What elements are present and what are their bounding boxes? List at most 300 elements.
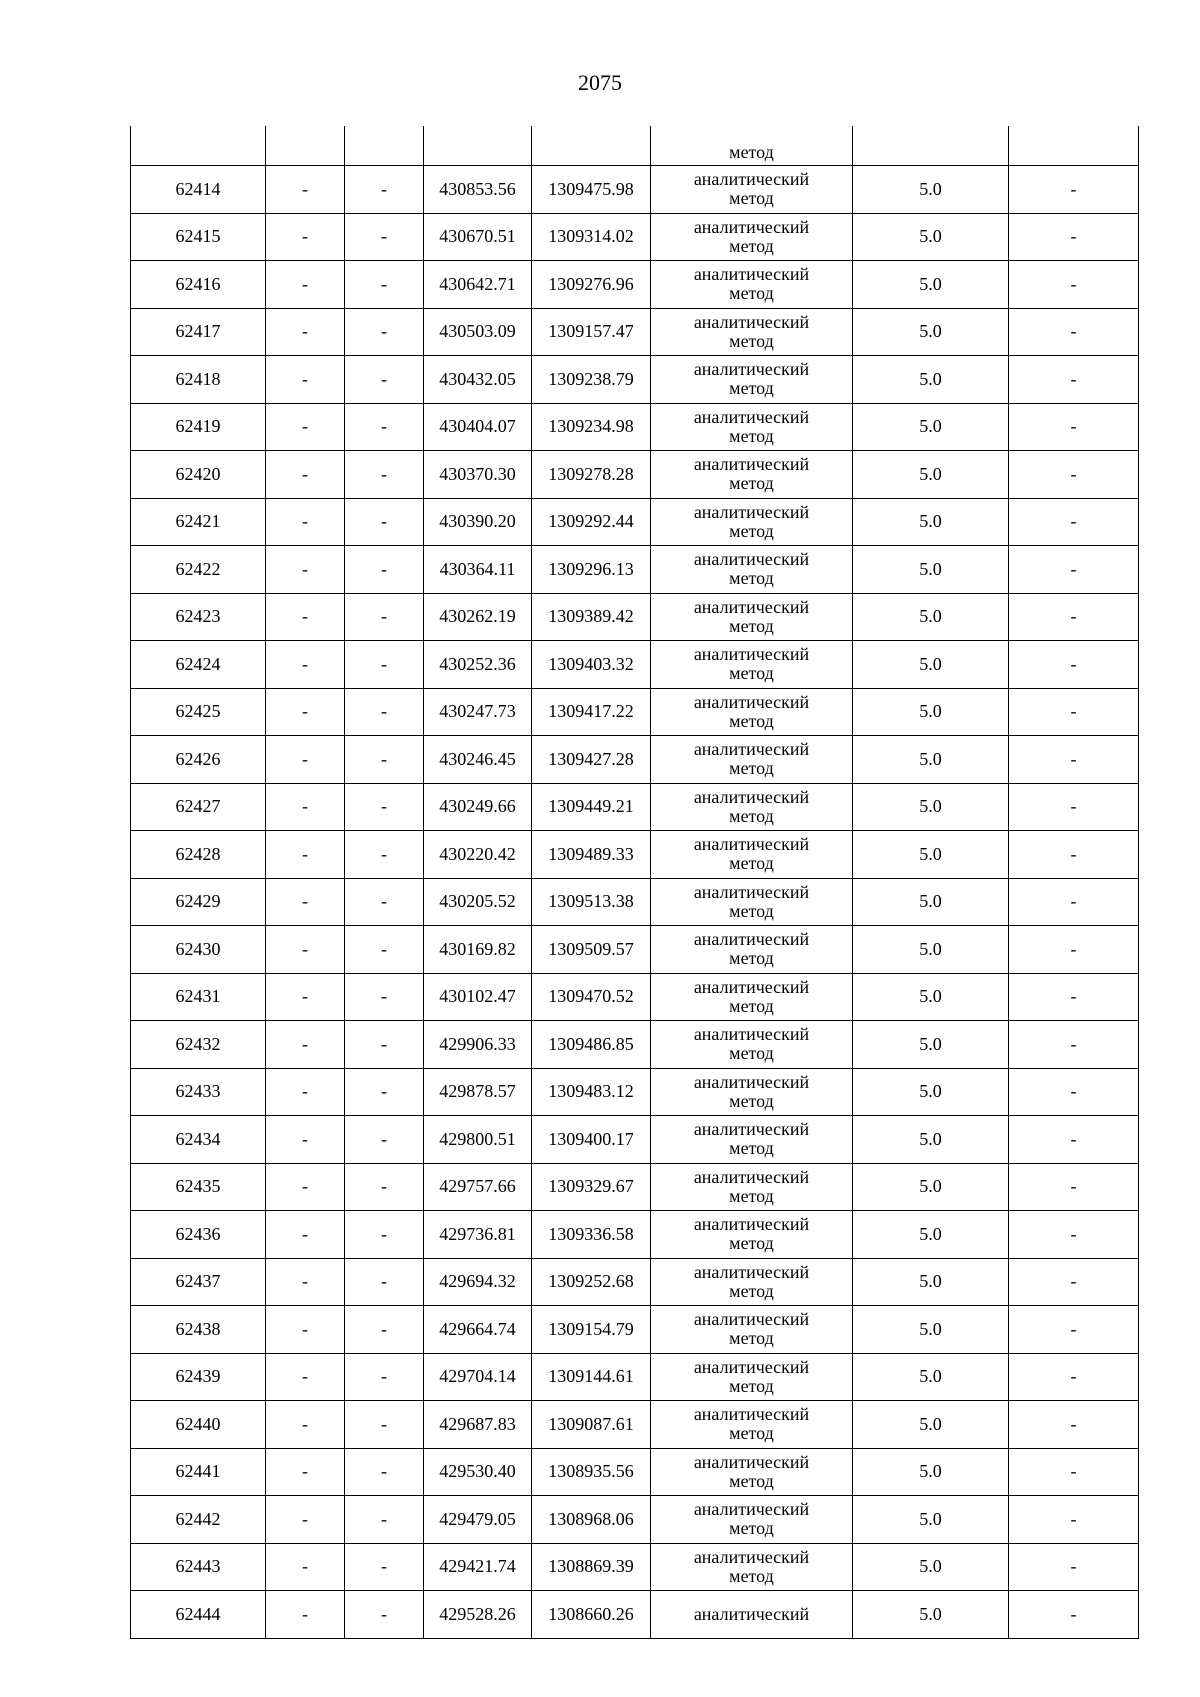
cell-col2: -: [266, 498, 345, 546]
cell-point-id: 62417: [131, 308, 266, 356]
cell-accuracy: 5.0: [853, 261, 1009, 309]
method-line-2: метод: [729, 1090, 774, 1111]
table-row: [131, 356, 1139, 404]
method-line-2: метод: [729, 1565, 774, 1586]
method-line-1: аналитический: [693, 1356, 810, 1377]
cell-y: 1309234.98: [532, 403, 651, 451]
cell-col3: -: [345, 926, 424, 974]
cell-y: 1309276.96: [532, 261, 651, 309]
method-line-1: аналитический: [693, 786, 810, 807]
cell-col8: -: [1009, 1496, 1139, 1544]
cell-col3: -: [345, 688, 424, 736]
cell-method: [651, 166, 853, 214]
cell-point-id: 62419: [131, 403, 266, 451]
cell-point-id: 62436: [131, 1211, 266, 1259]
cell-x: 429704.14: [424, 1353, 532, 1401]
table-row: [131, 403, 1139, 451]
table-row: [131, 973, 1139, 1021]
table-row: [131, 213, 1139, 261]
cell-col8: -: [1009, 1353, 1139, 1401]
cell-y: 1308935.56: [532, 1448, 651, 1496]
cell-col2: -: [266, 1448, 345, 1496]
cell-y: 1309417.22: [532, 688, 651, 736]
cell-method: [651, 261, 853, 309]
method-line-1: аналитический: [693, 881, 810, 902]
cell-method: [651, 1353, 853, 1401]
method-line-1: аналитический: [693, 359, 810, 380]
cell-col3: -: [345, 831, 424, 879]
method-line-1: аналитический: [693, 406, 810, 427]
method-line-1: аналитический: [693, 1499, 810, 1520]
cell-method: [651, 451, 853, 499]
cell-y: 1309475.98: [532, 166, 651, 214]
cell-method: [651, 878, 853, 926]
table-row: [131, 1021, 1139, 1069]
cell-col2: -: [266, 1163, 345, 1211]
table-row: [131, 878, 1139, 926]
cell-method: [651, 688, 853, 736]
method-line-1: аналитический: [693, 739, 810, 760]
cell-y: 1309483.12: [532, 1068, 651, 1116]
cell-accuracy: 5.0: [853, 736, 1009, 784]
cell-accuracy: 5.0: [853, 498, 1009, 546]
table-row: [131, 1591, 1139, 1639]
cell-method: [651, 1211, 853, 1259]
cell-point-id: 62433: [131, 1068, 266, 1116]
cell-y: 1309489.33: [532, 831, 651, 879]
method-line-1: аналитический: [693, 1261, 810, 1282]
method-line-2: метод: [729, 948, 774, 969]
cell-x: 429800.51: [424, 1116, 532, 1164]
cell-col8: -: [1009, 403, 1139, 451]
method-line-2: метод: [729, 1233, 774, 1254]
cell-y: 1309336.58: [532, 1211, 651, 1259]
cell-point-id: 62431: [131, 973, 266, 1021]
cell-x: 429687.83: [424, 1401, 532, 1449]
method-line-1: аналитический: [693, 311, 810, 332]
method-line-2: метод: [729, 1470, 774, 1491]
method-line-2: метод: [729, 283, 774, 304]
method-line-2: метод: [729, 900, 774, 921]
cell-col3: -: [345, 973, 424, 1021]
cell-accuracy: 5.0: [853, 688, 1009, 736]
table-row: [131, 1116, 1139, 1164]
table-body: [131, 126, 1139, 1638]
method-line-2: метод: [729, 710, 774, 731]
cell-col3: -: [345, 1448, 424, 1496]
cell-accuracy: 5.0: [853, 641, 1009, 689]
cell-x: 430390.20: [424, 498, 532, 546]
cell-col8: -: [1009, 831, 1139, 879]
method-line-2: метод: [729, 995, 774, 1016]
cell-col3: -: [345, 1353, 424, 1401]
cell-y: 1309449.21: [532, 783, 651, 831]
cell-x: 430247.73: [424, 688, 532, 736]
cell-point-id: 62437: [131, 1258, 266, 1306]
cell-col2: [266, 126, 345, 166]
method-line-1: аналитический: [693, 216, 810, 237]
method-line-1: аналитический: [693, 834, 810, 855]
cell-col2: -: [266, 261, 345, 309]
cell-col8: -: [1009, 736, 1139, 784]
table-row: [131, 261, 1139, 309]
cell-col2: -: [266, 451, 345, 499]
method-line-2: метод: [729, 663, 774, 684]
cell-col2: -: [266, 166, 345, 214]
method-line-1: аналитический: [693, 549, 810, 570]
coordinates-table: [130, 126, 1139, 1639]
cell-accuracy: 5.0: [853, 926, 1009, 974]
cell-col3: -: [345, 1591, 424, 1639]
method-line-1: аналитический: [693, 596, 810, 617]
cell-y: 1309427.28: [532, 736, 651, 784]
cell-accuracy: 5.0: [853, 1163, 1009, 1211]
cell-col2: -: [266, 1496, 345, 1544]
cell-col8: -: [1009, 593, 1139, 641]
cell-accuracy: 5.0: [853, 1068, 1009, 1116]
cell-point-id: 62425: [131, 688, 266, 736]
cell-x: 429479.05: [424, 1496, 532, 1544]
method-line-1: аналитический: [693, 976, 810, 997]
cell-method: [651, 1258, 853, 1306]
cell-x: 429757.66: [424, 1163, 532, 1211]
cell-col2: -: [266, 1211, 345, 1259]
cell-point-id: 62429: [131, 878, 266, 926]
method-line-2: метод: [729, 1043, 774, 1064]
method-line-2: метод: [729, 235, 774, 256]
cell-y: 1309154.79: [532, 1306, 651, 1354]
cell-y: 1308968.06: [532, 1496, 651, 1544]
method-line-2: метод: [729, 568, 774, 589]
cell-method: [651, 831, 853, 879]
cell-col8: -: [1009, 688, 1139, 736]
cell-accuracy: 5.0: [853, 831, 1009, 879]
cell-col2: -: [266, 641, 345, 689]
cell-accuracy: 5.0: [853, 593, 1009, 641]
table-row: [131, 546, 1139, 594]
cell-method: [651, 1021, 853, 1069]
cell-x: 430404.07: [424, 403, 532, 451]
cell-accuracy: 5.0: [853, 1021, 1009, 1069]
table-row: [131, 1448, 1139, 1496]
cell-col2: -: [266, 783, 345, 831]
cell-y: 1309278.28: [532, 451, 651, 499]
cell-col8: -: [1009, 973, 1139, 1021]
cell-y: [532, 126, 651, 166]
cell-method: [651, 403, 853, 451]
cell-col8: -: [1009, 1211, 1139, 1259]
cell-col3: -: [345, 498, 424, 546]
cell-point-id: 62424: [131, 641, 266, 689]
method-line-2: метод: [729, 615, 774, 636]
method-line-1: аналитический: [693, 644, 810, 665]
table-row: [131, 1258, 1139, 1306]
cell-y: 1309486.85: [532, 1021, 651, 1069]
cell-point-id: 62421: [131, 498, 266, 546]
cell-x: 430370.30: [424, 451, 532, 499]
cell-point-id: 62422: [131, 546, 266, 594]
cell-y: 1308869.39: [532, 1543, 651, 1591]
method-line-1: аналитический: [693, 1214, 810, 1235]
cell-accuracy: 5.0: [853, 973, 1009, 1021]
cell-accuracy: 5.0: [853, 1211, 1009, 1259]
method-line-2: метод: [729, 425, 774, 446]
cell-y: 1309509.57: [532, 926, 651, 974]
cell-point-id: 62440: [131, 1401, 266, 1449]
cell-x: [424, 126, 532, 166]
cell-col3: -: [345, 1258, 424, 1306]
cell-x: 430503.09: [424, 308, 532, 356]
cell-accuracy: 5.0: [853, 166, 1009, 214]
cell-col3: -: [345, 166, 424, 214]
method-line-1: аналитический: [693, 1404, 810, 1425]
method-line-2: метод: [729, 1423, 774, 1444]
cell-x: 429906.33: [424, 1021, 532, 1069]
cell-col3: -: [345, 1543, 424, 1591]
method-line-2: метод: [729, 1328, 774, 1349]
cell-col2: -: [266, 1591, 345, 1639]
cell-x: 429528.26: [424, 1591, 532, 1639]
table-row: [131, 1543, 1139, 1591]
cell-method: [651, 1306, 853, 1354]
cell-point-id: 62423: [131, 593, 266, 641]
cell-col3: -: [345, 1021, 424, 1069]
cell-point-id: 62435: [131, 1163, 266, 1211]
cell-col3: -: [345, 356, 424, 404]
cell-point-id: 62427: [131, 783, 266, 831]
cell-col3: -: [345, 641, 424, 689]
cell-col3: -: [345, 261, 424, 309]
cell-y: 1309470.52: [532, 973, 651, 1021]
cell-x: 430262.19: [424, 593, 532, 641]
cell-x: 429736.81: [424, 1211, 532, 1259]
method-line-1: аналитический: [693, 1024, 810, 1045]
cell-method: [651, 1543, 853, 1591]
cell-x: 430364.11: [424, 546, 532, 594]
cell-col8: -: [1009, 1116, 1139, 1164]
cell-y: 1309144.61: [532, 1353, 651, 1401]
cell-col8: -: [1009, 498, 1139, 546]
cell-y: 1309252.68: [532, 1258, 651, 1306]
cell-accuracy: 5.0: [853, 783, 1009, 831]
cell-col3: -: [345, 1068, 424, 1116]
method-line-1: аналитический: [693, 929, 810, 950]
cell-col8: -: [1009, 1306, 1139, 1354]
cell-col8: -: [1009, 166, 1139, 214]
cell-x: 430249.66: [424, 783, 532, 831]
cell-y: 1309087.61: [532, 1401, 651, 1449]
cell-accuracy: 5.0: [853, 213, 1009, 261]
cell-point-id: 62441: [131, 1448, 266, 1496]
cell-accuracy: 5.0: [853, 356, 1009, 404]
table-row: [131, 688, 1139, 736]
cell-x: 429694.32: [424, 1258, 532, 1306]
cell-point-id: 62442: [131, 1496, 266, 1544]
table-row: [131, 308, 1139, 356]
cell-col8: -: [1009, 1068, 1139, 1116]
method-line-1: аналитический: [693, 1309, 810, 1330]
cell-method: [651, 593, 853, 641]
cell-accuracy: 5.0: [853, 403, 1009, 451]
cell-y: 1309389.42: [532, 593, 651, 641]
cell-col8: -: [1009, 878, 1139, 926]
cell-col2: -: [266, 736, 345, 784]
method-line-1: аналитический: [693, 691, 810, 712]
cell-col3: -: [345, 1401, 424, 1449]
cell-col8: -: [1009, 926, 1139, 974]
cell-y: 1309400.17: [532, 1116, 651, 1164]
cell-accuracy: [853, 126, 1009, 166]
method-line-1: аналитический: [693, 501, 810, 522]
cell-method: [651, 213, 853, 261]
method-line-2: метод: [729, 378, 774, 399]
cell-col8: [1009, 126, 1139, 166]
method-line-1: аналитический: [693, 1603, 810, 1624]
cell-col3: [345, 126, 424, 166]
cell-method: [651, 1068, 853, 1116]
table-row: [131, 783, 1139, 831]
cell-y: 1309403.32: [532, 641, 651, 689]
cell-col8: -: [1009, 1163, 1139, 1211]
table-row: [131, 1496, 1139, 1544]
method-line-1: аналитический: [693, 1166, 810, 1187]
cell-accuracy: 5.0: [853, 1116, 1009, 1164]
cell-x: 430169.82: [424, 926, 532, 974]
cell-col2: -: [266, 593, 345, 641]
cell-col8: -: [1009, 1021, 1139, 1069]
method-line-2: метод: [729, 188, 774, 209]
method-line-2: метод: [729, 1280, 774, 1301]
cell-accuracy: 5.0: [853, 1496, 1009, 1544]
table-row: [131, 926, 1139, 974]
cell-col8: -: [1009, 308, 1139, 356]
table-row: [131, 451, 1139, 499]
cell-col3: -: [345, 451, 424, 499]
cell-col8: -: [1009, 1401, 1139, 1449]
table-row: [131, 166, 1139, 214]
cell-method: [651, 1496, 853, 1544]
cell-col3: -: [345, 308, 424, 356]
method-line-1: аналитический: [693, 1451, 810, 1472]
cell-col2: -: [266, 688, 345, 736]
cell-col3: -: [345, 403, 424, 451]
cell-col2: -: [266, 1021, 345, 1069]
cell-col2: -: [266, 308, 345, 356]
table-row: [131, 1306, 1139, 1354]
cell-accuracy: 5.0: [853, 546, 1009, 594]
cell-col2: -: [266, 356, 345, 404]
cell-accuracy: 5.0: [853, 308, 1009, 356]
cell-x: 430432.05: [424, 356, 532, 404]
table-row: [131, 831, 1139, 879]
cell-col2: -: [266, 1258, 345, 1306]
cell-point-id: 62420: [131, 451, 266, 499]
table-row: [131, 1353, 1139, 1401]
cell-x: 430246.45: [424, 736, 532, 784]
cell-method: [651, 498, 853, 546]
method-line-1: аналитический: [693, 169, 810, 190]
cell-x: 429664.74: [424, 1306, 532, 1354]
cell-accuracy: 5.0: [853, 1591, 1009, 1639]
cell-col2: -: [266, 213, 345, 261]
cell-method: [651, 973, 853, 1021]
cell-col2: -: [266, 1353, 345, 1401]
cell-y: 1309157.47: [532, 308, 651, 356]
cell-col3: -: [345, 1306, 424, 1354]
cell-x: 430853.56: [424, 166, 532, 214]
cell-y: 1309238.79: [532, 356, 651, 404]
cell-col8: -: [1009, 1543, 1139, 1591]
cell-method: метод: [651, 126, 853, 166]
cell-method: [651, 546, 853, 594]
table-row: [131, 1401, 1139, 1449]
cell-col3: -: [345, 1211, 424, 1259]
cell-x: 430205.52: [424, 878, 532, 926]
cell-point-id: 62416: [131, 261, 266, 309]
method-line-1: аналитический: [693, 264, 810, 285]
cell-col3: -: [345, 1496, 424, 1544]
method-line-2: метод: [729, 1138, 774, 1159]
cell-col2: -: [266, 831, 345, 879]
cell-y: 1309329.67: [532, 1163, 651, 1211]
cell-y: 1309314.02: [532, 213, 651, 261]
cell-method: [651, 1591, 853, 1639]
cell-accuracy: 5.0: [853, 878, 1009, 926]
cell-accuracy: 5.0: [853, 1401, 1009, 1449]
cell-y: 1309292.44: [532, 498, 651, 546]
cell-col8: -: [1009, 641, 1139, 689]
cell-col3: -: [345, 546, 424, 594]
cell-col8: -: [1009, 783, 1139, 831]
cell-x: 430102.47: [424, 973, 532, 1021]
cell-col3: -: [345, 213, 424, 261]
cell-col2: -: [266, 1306, 345, 1354]
cell-col8: -: [1009, 451, 1139, 499]
page-number: 2075: [578, 70, 622, 95]
cell-point-id: 62443: [131, 1543, 266, 1591]
cell-accuracy: 5.0: [853, 1448, 1009, 1496]
cell-x: 430670.51: [424, 213, 532, 261]
cell-col8: -: [1009, 356, 1139, 404]
cell-point-id: [131, 126, 266, 166]
cell-y: 1308660.26: [532, 1591, 651, 1639]
cell-y: 1309513.38: [532, 878, 651, 926]
cell-col2: -: [266, 1068, 345, 1116]
cell-col8: -: [1009, 1258, 1139, 1306]
cell-x: 430642.71: [424, 261, 532, 309]
cell-method: [651, 783, 853, 831]
cell-x: 430252.36: [424, 641, 532, 689]
method-line-2: метод: [729, 330, 774, 351]
cell-point-id: 62430: [131, 926, 266, 974]
cell-col3: -: [345, 1116, 424, 1164]
cell-accuracy: 5.0: [853, 451, 1009, 499]
cell-point-id: 62426: [131, 736, 266, 784]
cell-accuracy: 5.0: [853, 1353, 1009, 1401]
cell-accuracy: 5.0: [853, 1306, 1009, 1354]
method-line-1: аналитический: [693, 454, 810, 475]
cell-col8: -: [1009, 261, 1139, 309]
continuation-row: [131, 126, 1139, 166]
method-line-2: метод: [729, 758, 774, 779]
cell-point-id: 62414: [131, 166, 266, 214]
cell-col2: -: [266, 1401, 345, 1449]
cell-accuracy: 5.0: [853, 1543, 1009, 1591]
cell-method: [651, 1448, 853, 1496]
table-row: [131, 641, 1139, 689]
cell-col3: -: [345, 593, 424, 641]
method-line-2: метод: [729, 520, 774, 541]
